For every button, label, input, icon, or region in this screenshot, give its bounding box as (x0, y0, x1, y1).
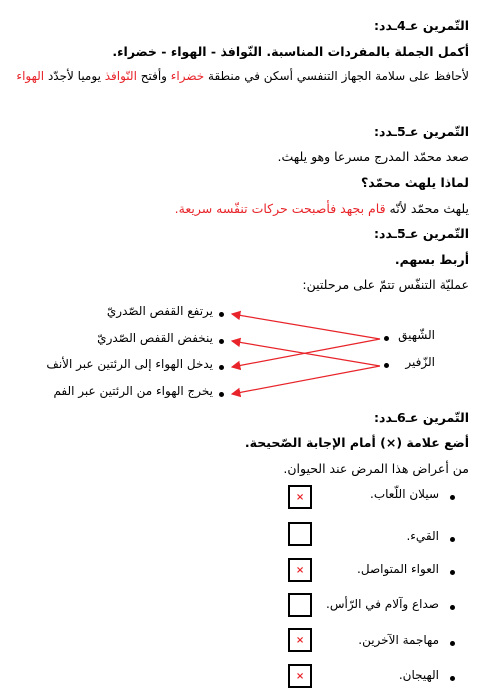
answer-text: يوميا لأجدّد (44, 69, 105, 83)
option-label: العواء المتواصل. (357, 562, 439, 576)
match-left-item: يرتفع القفص الصّدريّ (106, 304, 213, 318)
bullet-icon (450, 495, 455, 500)
option-label: صداع وآلام في الرّأس. (326, 597, 439, 611)
checkbox[interactable] (288, 558, 312, 582)
checkbox[interactable] (288, 664, 312, 688)
exercise-5b-title: التّمرين عـ5ـدد: (374, 226, 469, 241)
exercise-4-title: التّمرين عـ4ـدد: (374, 18, 469, 33)
option-label: سيلان اللّعاب. (370, 487, 439, 501)
exercise-6-instruction: أضع علامة (×) أمام الإجابة الصّحيحة. (244, 435, 469, 450)
bullet-icon (450, 641, 455, 646)
match-left-item: ينخفض القفص الصّدريّ (97, 331, 213, 345)
x-mark-icon: × (295, 670, 305, 682)
option-label: الهيجان. (398, 668, 439, 682)
checkbox[interactable] (288, 593, 312, 617)
bullet-icon (450, 605, 455, 610)
exercise-6-intro: من أعراض هذا المرض عند الحيوان. (283, 461, 469, 476)
answer-text: يلهث محمّد لأنّه (385, 201, 469, 216)
match-right-exhale: الزّفير (405, 355, 435, 369)
x-mark-icon: × (295, 564, 305, 576)
exercise-5b-intro: عمليّة التنفّس تتمّ على مرحلتين: (302, 277, 469, 292)
bullet-icon (450, 570, 455, 575)
exercise-6-title: التّمرين عـ6ـدد: (374, 410, 469, 425)
option-label: القيء. (406, 529, 439, 543)
checkbox[interactable] (288, 628, 312, 652)
exercise-5a-question: لماذا يلهث محمّد؟ (360, 175, 469, 190)
match-right-inhale: الشّهيق (398, 328, 435, 342)
answer-red-text: قام بجهد فأصبحت حركات تنفّسه سريعة. (174, 201, 386, 216)
match-left-item: يخرج الهواء من الرئتين عبر الفم (53, 384, 213, 398)
checkbox[interactable] (288, 485, 312, 509)
bullet-icon (450, 537, 455, 542)
exercise-5a-sentence: صعد محمّد المدرج مسرعا وهو يلهث. (277, 149, 469, 164)
answer-text: وأفتح (136, 69, 171, 83)
x-mark-icon: × (295, 491, 305, 503)
bullet-icon (450, 676, 455, 681)
arrow-inhale-to-rise (232, 314, 380, 339)
match-left-item: يدخل الهواء إلى الرئتين عبر الأنف (46, 357, 213, 371)
option-label: مهاجمة الآخرين. (358, 633, 439, 647)
answer-word-air: الهواء (16, 69, 45, 83)
arrow-exhale-to-mouth (232, 366, 380, 394)
exercise-4-instruction: أكمل الجملة بالمفردات المناسبة. النّوافذ - الهواء - خضراء. (112, 44, 469, 59)
answer-word-windows: النّوافذ (104, 69, 137, 83)
answer-word-green: خضراء (170, 69, 205, 83)
exercise-5b-instruction: أربط بسهم. (394, 252, 469, 267)
answer-text: لأحافظ على سلامة الجهاز التنفسي أسكن في منطقة (204, 69, 469, 83)
x-mark-icon: × (295, 634, 305, 646)
checkbox[interactable] (288, 522, 312, 546)
exercise-5a-title: التّمرين عـ5ـدد: (374, 124, 469, 139)
